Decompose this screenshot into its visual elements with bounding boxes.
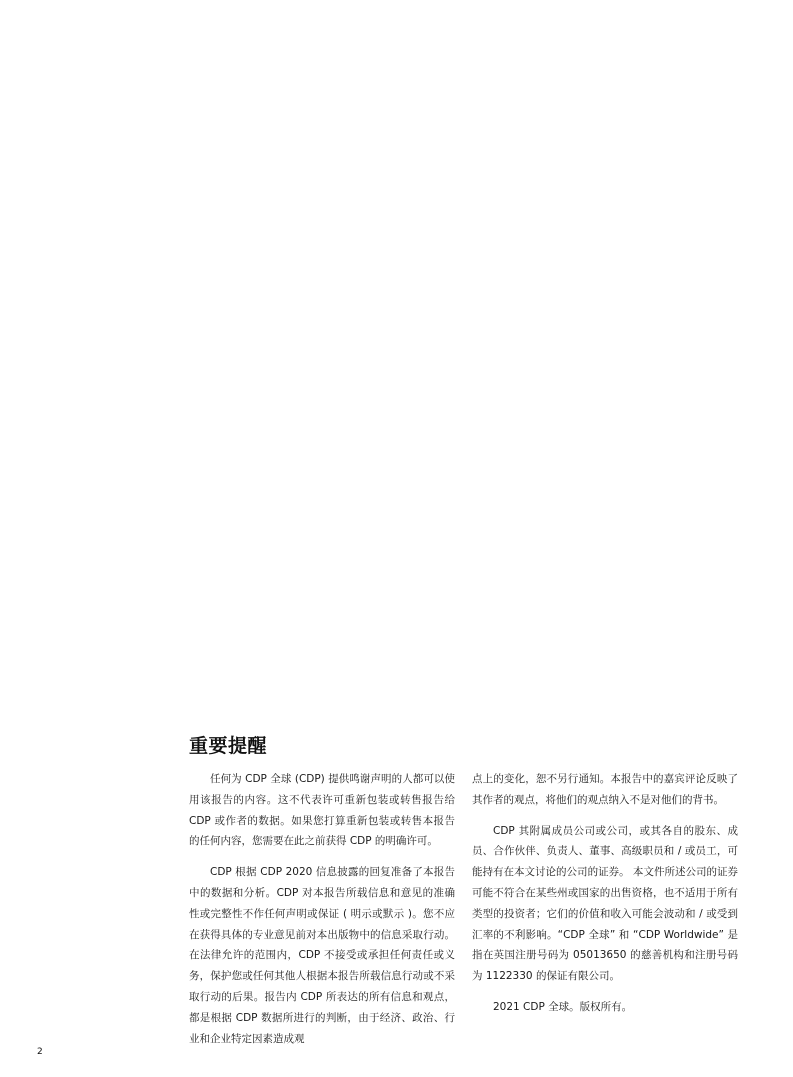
notice-paragraph-disclaimer: CDP 根据 CDP 2020 信息披露的回复准备了本报告中的数据和分析。CDP 对本报告所载信息和意见的准确性或完整性不作任何声明或保证 ( 明示或默示 )。您不应在获得具体的专业意见前对本出版物中的信息采取行动。在法律允许的范围内，CDP 不接受或承担任何责任或义务，保护您或任何其他人根据本报告所载信息行动或不采取行动的后果。报告内 CDP 所表达的所有信息和观点，都是根据 CDP 数据所进行的判断，由于经济、政治、行业和企业特定因素造成观 — [189, 866, 455, 1045]
notice-paragraph-securities: CDP 其附属成员公司或公司，或其各自的股东、成员、合作伙伴、负责人、董事、高级职员和 / 或员工，可能持有在本文讨论的公司的证券。 本文件所述公司的证券可能不符合在某些州或国家的出售资格，也不适用于所有类型的投资者；它们的价值和收入可能会波动和 / 或受到汇率的不利影响。“CDP 全球” 和 “CDP Worldwide” 是指在英国注册号码为 05013650 的慈善机构和注册号码为 1122330 的保证有限公司。 — [472, 824, 738, 983]
notice-paragraph-attribution: 任何为 CDP 全球 (CDP) 提供鸣谢声明的人都可以使用该报告的内容。这不代表许可重新包装或转售报告给 CDP 或作者的数据。如果您打算重新包装或转售本报告的任何内容，您需要在此之前获得 CDP 的明确许可。 — [189, 773, 455, 848]
notice-left-column — [189, 769, 455, 1049]
notice-title: 重要提醒 — [189, 735, 268, 757]
notice-right-column — [472, 769, 738, 1018]
notice-paragraph-copyright: 2021 CDP 全球。版权所有。 — [493, 1000, 633, 1013]
page-number: 2 — [37, 1047, 43, 1057]
notice-paragraph-disclaimer-continued: 点上的变化，恕不另行通知。本报告中的嘉宾评论反映了其作者的观点，将他们的观点纳入不是对他们的背书。 — [472, 773, 738, 806]
